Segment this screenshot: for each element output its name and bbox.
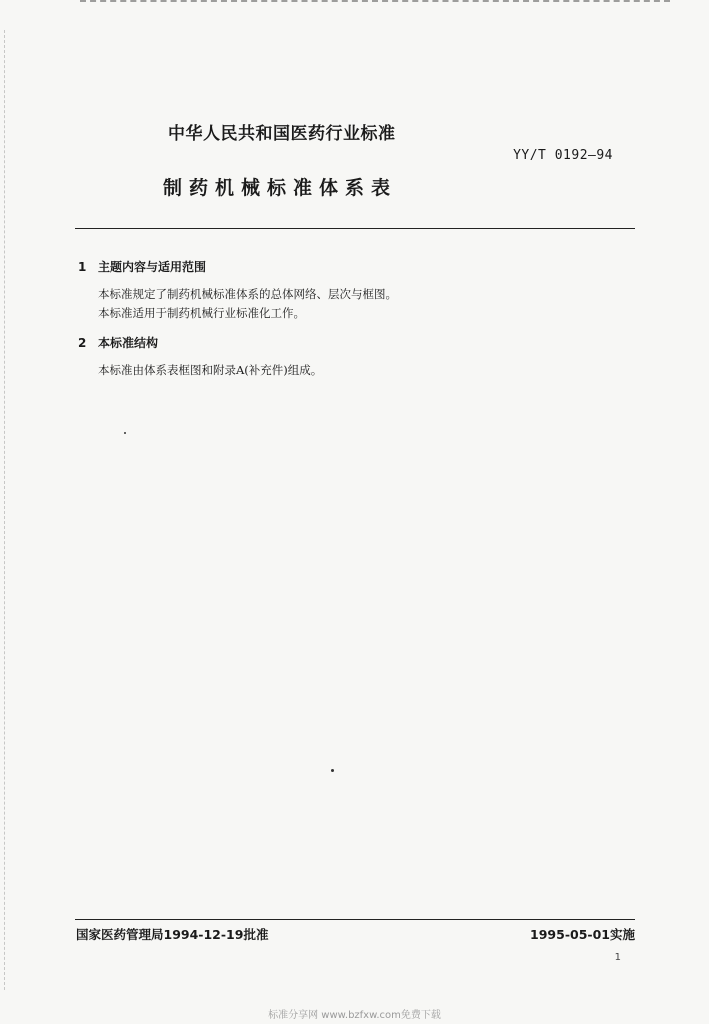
section-title: 主题内容与适用范围	[98, 260, 207, 274]
scan-speck	[124, 432, 126, 434]
footer-rule	[75, 919, 635, 920]
implementation-date: 1995-05-01实施	[530, 927, 635, 942]
section-number: 2	[78, 336, 87, 350]
page-number: 1	[614, 952, 621, 963]
section-title: 本标准结构	[98, 336, 159, 350]
section-number: 1	[78, 260, 87, 274]
header-rule	[75, 228, 635, 229]
standard-number: YY/T 0192—94	[513, 148, 613, 163]
document-title: 制药机械标准体系表	[163, 177, 398, 199]
paragraph: 本标准由体系表框图和附录A(补充件)组成。	[98, 363, 323, 377]
approval-date: 国家医药管理局1994-12-19批准	[76, 927, 269, 942]
watermark-text: 标准分享网 www.bzfxw.com免费下载	[268, 1010, 441, 1021]
scan-speck	[331, 769, 334, 772]
org-title: 中华人民共和国医药行业标准	[168, 124, 396, 144]
scan-side-artifact	[4, 30, 5, 990]
paragraph: 本标准规定了制药机械标准体系的总体网络、层次与框图。	[98, 287, 397, 301]
paragraph: 本标准适用于制药机械行业标准化工作。	[98, 306, 305, 320]
scan-edge-artifact	[80, 0, 670, 5]
section-2-heading	[78, 334, 158, 351]
section-1-heading	[78, 258, 206, 275]
